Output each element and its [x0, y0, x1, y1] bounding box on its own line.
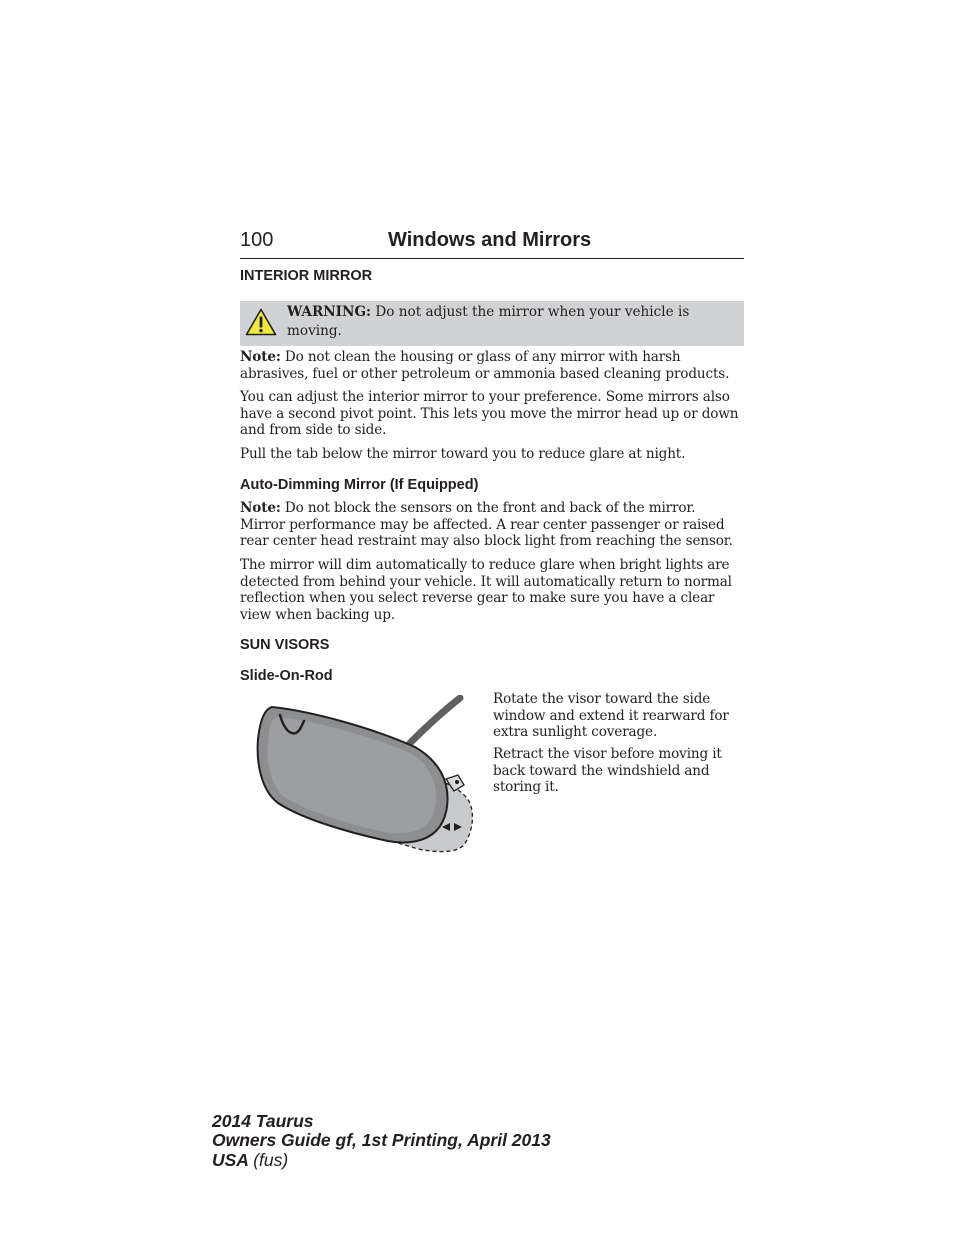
sun-visor-illustration — [250, 695, 478, 857]
warning-body: Do not adjust the mirror when your vehicle is moving. — [287, 304, 690, 339]
page-footer — [212, 1112, 551, 1170]
note-label: Note: — [240, 500, 281, 516]
subheading-auto-dimming: Auto-Dimming Mirror (If Equipped) — [240, 477, 479, 493]
footer-region-code: (fus) — [253, 1149, 289, 1170]
warning-box — [240, 301, 744, 346]
warning-label: WARNING: — [287, 304, 372, 320]
footer-region: USA — [212, 1149, 249, 1170]
warning-triangle-icon — [245, 308, 277, 336]
note-label: Note: — [240, 349, 281, 365]
warning-text — [287, 303, 727, 341]
note-body: Do not block the sensors on the front and back of the mirror. Mirror performance may be affected. A rear center passenger or raised rear center head restraint may also block light from reaching the sensor. — [240, 500, 733, 550]
footer-model: 2014 Taurus — [212, 1111, 314, 1131]
page-number: 100 — [240, 229, 274, 251]
footer-guide: Owners Guide gf, 1st Printing, April 2013 — [212, 1130, 551, 1151]
paragraph-rotate-visor: Rotate the visor toward the side window and extend it rearward for extra sunlight coverage. — [493, 691, 729, 741]
section-heading-interior-mirror: INTERIOR MIRROR — [240, 268, 373, 284]
paragraph-pull-tab: Pull the tab below the mirror toward you to reduce glare at night. — [240, 446, 686, 462]
chapter-title: Windows and Mirrors — [388, 229, 592, 251]
note-sensors — [240, 500, 744, 550]
paragraph-auto-dim: The mirror will dim automatically to reduce glare when bright lights are detected from behind your vehicle. It will automatically return to normal reflection when you select reverse gear to make sure you have a clear view when backing up. — [240, 557, 732, 624]
footer-region-line — [212, 1151, 551, 1170]
subheading-slide-on-rod: Slide-On-Rod — [240, 668, 333, 684]
paragraph-adjust-mirror: You can adjust the interior mirror to your preference. Some mirrors also have a second pivot point. This lets you move the mirror head up or down and from side to side. — [240, 389, 739, 439]
page-header — [240, 228, 744, 259]
paragraph-retract-visor: Retract the visor before moving it back toward the windshield and storing it. — [493, 746, 722, 796]
section-heading-sun-visors: SUN VISORS — [240, 637, 330, 653]
note-body: Do not clean the housing or glass of any mirror with harsh abrasives, fuel or other petroleum or ammonia based cleaning products. — [240, 349, 730, 382]
note-cleaning — [240, 349, 744, 382]
